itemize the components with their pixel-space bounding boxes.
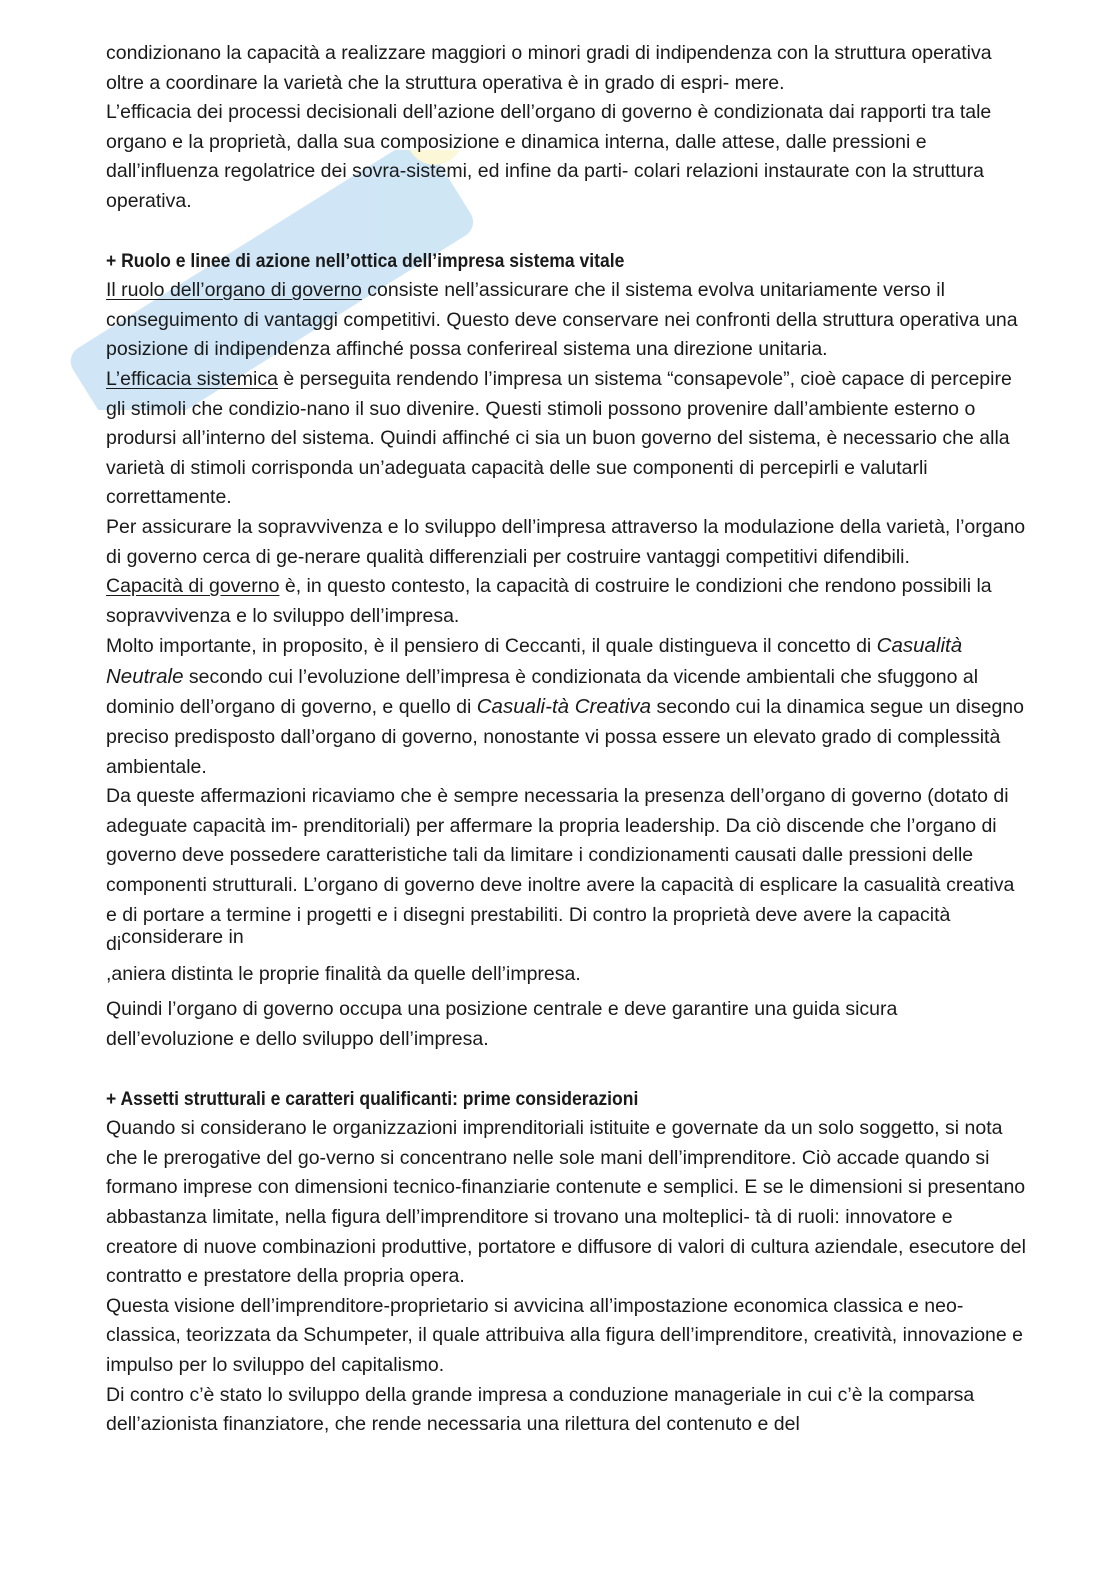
paragraph-text: è perseguita rendendo l’impresa un sistema “consapevole”, cioè capace di percepire gli stimoli che condizio-nano il suo divenire. Questi stimoli possono provenire dall’ambiente esterno o prodursi all’interno del sistema. Quindi affinché ci sia un buon governo del sistema, è necessario che alla varietà di stimoli corrisponda un’adeguata capacità delle sue componenti di percepirli e valutarli correttamente. bbox=[106, 367, 1012, 509]
paragraph-text: consiste nell’assicurare che il sistema evolva unitariamente verso il conseguimento di vantaggi competitivi. Questo deve conservare nei confronti della struttura operativa una posizione di indipendenza affinché possa conferireal sistema una direzione unitaria. bbox=[106, 279, 1018, 361]
paragraph: Di contro c’è stato lo sviluppo della grande impresa a conduzione manageriale in cui c’è la comparsa dell’azionista finanziatore, che rende necessaria una rilettura del contenuto e del bbox=[106, 1383, 975, 1436]
paragraph-text: Molto importante, in proposito, è il pensiero di Ceccanti, il quale distingueva il concetto di bbox=[106, 635, 877, 658]
underlined-term: Il ruolo dell’organo di governo bbox=[106, 279, 362, 302]
paragraph: L’efficacia dei processi decisionali dell’azione dell’organo di governo è condizionata dai rapporti tra tale organo e la proprietà, dalla sua composizione e dinamica interna, dalle attese, dalle pressioni e dall’influenza regolatrice dei sovra-sistemi, ed infine da parti- colari relazioni instaurate con la struttura operativa. bbox=[106, 101, 992, 212]
paragraph-text: è, in questo contesto, la capacità di costruire le condizioni che rendono possibili la sopravvivenza e lo sviluppo dell’impresa. bbox=[106, 575, 992, 627]
paragraph bbox=[106, 276, 1026, 365]
paragraph-text: secondo cui l’evoluzione dell’impresa è condizionata da vicende ambientali che sfuggono al dominio dell’organo di governo, e quello di bbox=[106, 665, 979, 719]
paragraph-text: ,aniera distinta le proprie finalità da quelle dell’impresa. bbox=[106, 962, 581, 985]
italic-term: Casuali-tà Creativa bbox=[476, 695, 652, 719]
paragraph-text: secondo cui la dinamica segue un disegno preciso predisposto dall’organo di governo, nonostante vi possa essere un elevato grado di complessità ambientale. bbox=[106, 696, 1024, 778]
paragraph bbox=[106, 782, 1026, 989]
paragraph-text: Da queste affermazioni ricaviamo che è sempre necessaria la presenza dell’organo di governo (dotato di adeguate capacità im- prenditoriali) per affermare la propria leadership. Da ciò discende che l’organo di governo deve possedere caratteristiche tali da limitare i condizionamenti causati dalle pressioni delle componenti strutturali. L’organo di governo deve inoltre avere la capacità di esplicare la casualità creativa e di portare a termine i progetti e i disegni prestabiliti. Di contro la proprietà deve avere la capacità di bbox=[106, 785, 1015, 956]
paragraph bbox=[106, 572, 1026, 631]
document-page bbox=[106, 39, 1026, 1440]
section-heading: + Assetti strutturali e caratteri qualificanti: prime considerazioni bbox=[106, 1087, 639, 1110]
paragraph: Quindi l’organo di governo occupa una posizione centrale e deve garantire una guida sicura dell’evoluzione e dello sviluppo dell’impresa. bbox=[106, 998, 898, 1050]
raised-text: considerare in bbox=[121, 926, 244, 949]
underlined-term: Capacità di governo bbox=[106, 575, 280, 598]
paragraph: Questa visione dell’imprenditore-proprietario si avvicina all’impostazione economica classica e neo-classica, teorizzata da Schumpeter, il quale attribuiva alla figura dell’imprenditore, creatività, innovazione e impulso per lo sviluppo del capitalismo. bbox=[106, 1294, 1023, 1376]
paragraph: Quando si considerano le organizzazioni imprenditoriali istituite e governate da un solo soggetto, si nota che le prerogative del go-verno si concentrano nelle sole mani dell’imprenditore. Ciò accade quando si formano imprese con dimensioni tecnico-finanziarie contenute e semplici. E se le dimensioni si presentano abbastanza limitate, nella figura dell’imprenditore si trovano una molteplici- tà di ruoli: innovatore e creatore di nuove combinazioni produttive, portatore e diffusore di valori di cultura aziendale, esecutore del contratto e prestatore della propria opera. bbox=[106, 1117, 1026, 1288]
paragraph: Per assicurare la sopravvivenza e lo sviluppo dell’impresa attraverso la modulazione della varietà, l’organo di governo cerca di ge-nerare qualità differenziali per costruire vantaggi competitivi difendibili. bbox=[106, 515, 1026, 568]
underlined-term: L’efficacia sistemica bbox=[106, 367, 278, 390]
section-heading: + Ruolo e linee di azione nell’ottica dell’impresa sistema vitale bbox=[106, 249, 625, 272]
paragraph bbox=[106, 365, 1026, 513]
italic-term: Casualità Neutrale bbox=[106, 634, 963, 688]
paragraph: condizionano la capacità a realizzare maggiori o minori gradi di indipendenza con la struttura operativa oltre a coordinare la varietà che la struttura operativa è in grado di espri- mere. bbox=[106, 42, 992, 94]
paragraph bbox=[106, 631, 1026, 782]
page-header-mark bbox=[0, 2, 1118, 8]
